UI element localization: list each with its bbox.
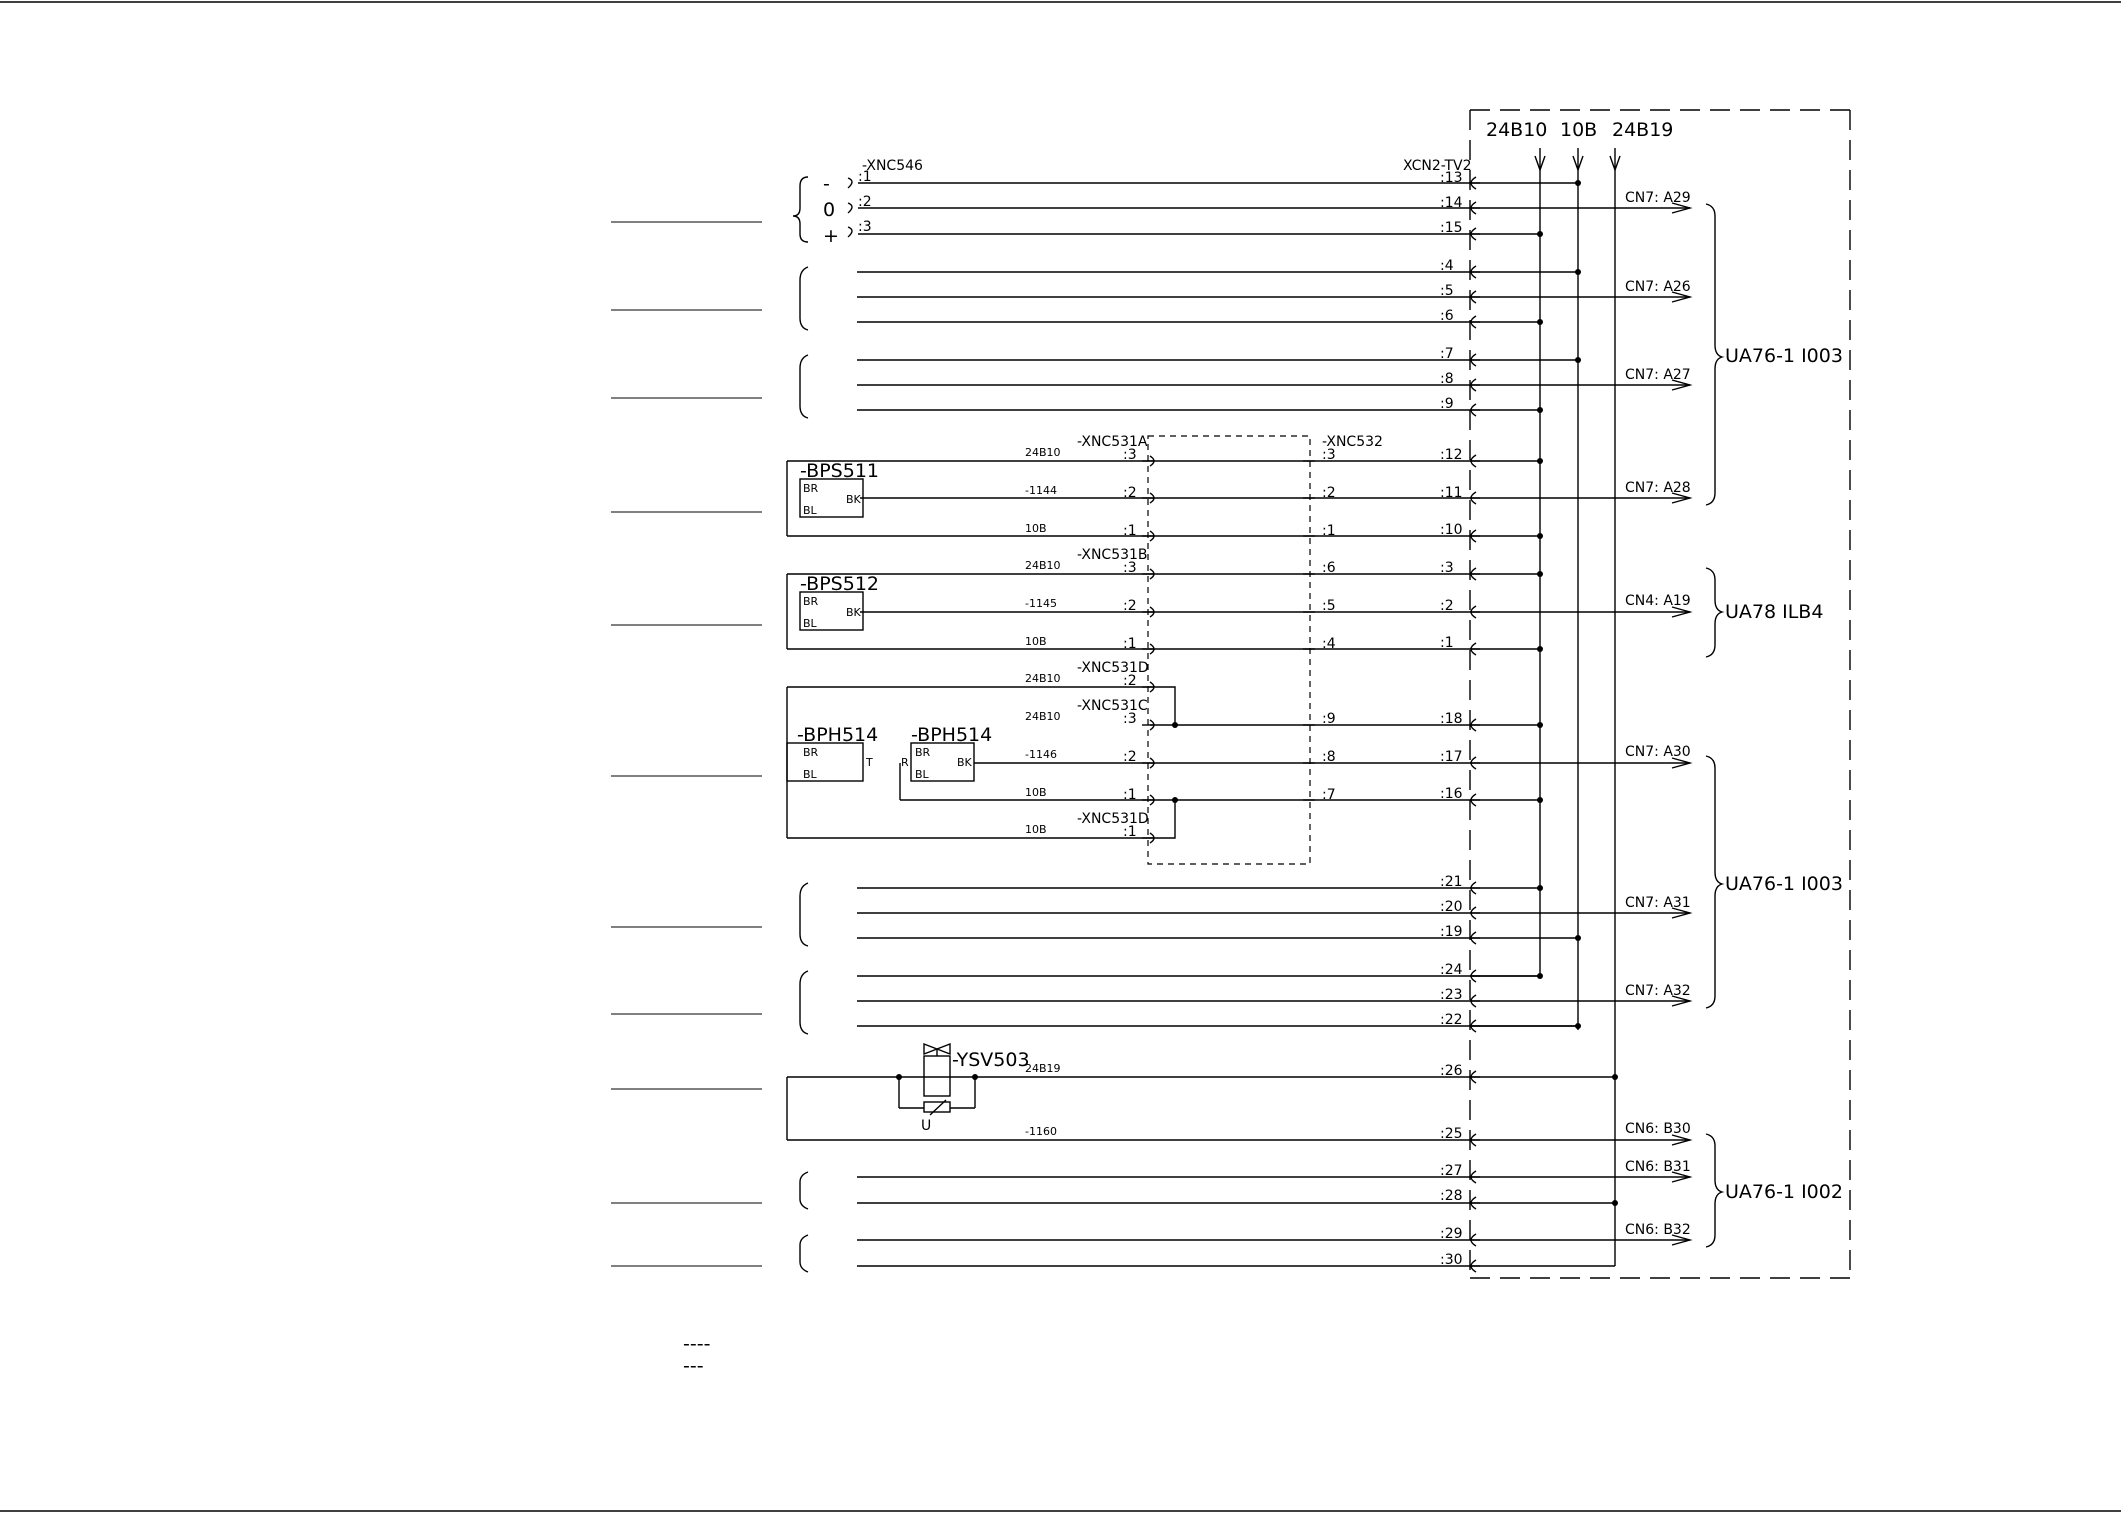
svg-text:CN7: A31: CN7: A31: [1625, 895, 1691, 911]
svg-text:-XNC532: -XNC532: [1322, 434, 1383, 450]
svg-text:10B: 10B: [1025, 823, 1047, 836]
svg-text::5: :5: [1440, 283, 1454, 299]
svg-text::1: :1: [1123, 824, 1137, 840]
module-ua76-1-i002: UA76-1 I002: [1725, 1181, 1843, 1203]
svg-text::4: :4: [1440, 258, 1454, 274]
svg-text::27: :27: [1440, 1163, 1463, 1179]
svg-text::26: :26: [1440, 1063, 1463, 1079]
svg-text:-XNC531D: -XNC531D: [1077, 660, 1149, 676]
svg-text::29: :29: [1440, 1226, 1463, 1242]
svg-text::17: :17: [1440, 749, 1463, 765]
svg-text::21: :21: [1440, 874, 1463, 890]
svg-text:-: -: [823, 173, 830, 195]
svg-text::2: :2: [1123, 749, 1137, 765]
svg-text::18: :18: [1440, 711, 1463, 727]
sensor-bph514: [787, 687, 992, 838]
svg-text:BK: BK: [846, 493, 861, 506]
svg-text::4: :4: [1322, 636, 1336, 652]
svg-text::2: :2: [1123, 485, 1137, 501]
module-ua78-ilb4: UA78 ILB4: [1725, 601, 1824, 623]
svg-text:U: U: [921, 1118, 932, 1134]
svg-text::5: :5: [1322, 598, 1336, 614]
svg-text::3: :3: [1123, 560, 1137, 576]
description-lines: [611, 222, 762, 1266]
svg-text:BL: BL: [803, 617, 817, 630]
module-ua76-1-i003-bottom: UA76-1 I003: [1725, 873, 1843, 895]
bus-label-24b10: 24B10: [1486, 119, 1548, 141]
svg-text:CN6: B31: CN6: B31: [1625, 1159, 1691, 1175]
svg-text:CN7: A30: CN7: A30: [1625, 744, 1691, 760]
svg-text::22: :22: [1440, 1012, 1463, 1028]
svg-text::6: :6: [1322, 560, 1336, 576]
svg-text::12: :12: [1440, 447, 1463, 463]
svg-text:CN4: A19: CN4: A19: [1625, 593, 1691, 609]
svg-text:CN7: A26: CN7: A26: [1625, 279, 1691, 295]
svg-text::19: :19: [1440, 924, 1463, 940]
svg-text:CN7: A27: CN7: A27: [1625, 367, 1691, 383]
svg-text:BR: BR: [803, 595, 819, 608]
svg-text:BR: BR: [803, 482, 819, 495]
svg-text:0: 0: [823, 199, 836, 221]
svg-text::2: :2: [1440, 598, 1454, 614]
svg-text::30: :30: [1440, 1252, 1463, 1268]
svg-text::2: :2: [1123, 598, 1137, 614]
svg-text::28: :28: [1440, 1188, 1463, 1204]
valve-ysv503: [899, 1044, 1030, 1134]
svg-text:24B10: 24B10: [1025, 559, 1061, 572]
svg-text::2: :2: [858, 194, 872, 210]
bus-label-24b19: 24B19: [1612, 119, 1674, 141]
svg-text:BK: BK: [957, 756, 972, 769]
svg-text::24: :24: [1440, 962, 1463, 978]
svg-text::1: :1: [858, 169, 872, 185]
junction-dot: [1172, 797, 1178, 803]
legend-line-2: ---: [683, 1355, 704, 1377]
svg-text::16: :16: [1440, 786, 1463, 802]
svg-text:BR: BR: [803, 746, 819, 759]
svg-text::7: :7: [1440, 346, 1454, 362]
svg-text:10B: 10B: [1025, 522, 1047, 535]
svg-text::1: :1: [1440, 635, 1454, 651]
svg-text::1: :1: [1123, 523, 1137, 539]
svg-text:BL: BL: [915, 768, 929, 781]
svg-text:-XNC531A: -XNC531A: [1077, 434, 1148, 450]
svg-text:-YSV503: -YSV503: [952, 1049, 1030, 1071]
junction-dot: [1172, 722, 1178, 728]
svg-text:-1160: -1160: [1025, 1125, 1057, 1138]
svg-text:-XNC531D: -XNC531D: [1077, 811, 1149, 827]
svg-text:CN6: B30: CN6: B30: [1625, 1121, 1691, 1137]
svg-text::7: :7: [1322, 787, 1336, 803]
svg-text:-XNC531B: -XNC531B: [1077, 547, 1148, 563]
svg-text:-BPH514: -BPH514: [797, 724, 879, 746]
svg-text:R: R: [901, 756, 909, 769]
bus-label-10b: 10B: [1560, 119, 1598, 141]
terminal-labels: [1440, 170, 1463, 1268]
connector-xnc546-label: -XNC546: [862, 158, 923, 174]
svg-text:-1145: -1145: [1025, 597, 1057, 610]
svg-text:CN7: A32: CN7: A32: [1625, 983, 1691, 999]
module-ua76-1-i003-top: UA76-1 I003: [1725, 345, 1843, 367]
svg-text:24B10: 24B10: [1025, 446, 1061, 459]
svg-text::8: :8: [1440, 371, 1454, 387]
svg-text::3: :3: [1123, 447, 1137, 463]
legend-line-1: ----: [683, 1333, 711, 1355]
svg-text::3: :3: [1322, 447, 1336, 463]
svg-text:-BPS511: -BPS511: [800, 460, 879, 482]
svg-text::2: :2: [1322, 485, 1336, 501]
svg-text:BL: BL: [803, 768, 817, 781]
svg-text::1: :1: [1322, 523, 1336, 539]
svg-text:-1146: -1146: [1025, 748, 1057, 761]
svg-text:BL: BL: [803, 504, 817, 517]
svg-text:-BPH514: -BPH514: [911, 724, 993, 746]
svg-text::2: :2: [1123, 673, 1137, 689]
output-labels: [1625, 190, 1691, 1238]
svg-text::25: :25: [1440, 1126, 1463, 1142]
svg-text:CN7: A29: CN7: A29: [1625, 190, 1691, 206]
connector-xcn2-tv2-label: XCN2-TV2: [1403, 158, 1472, 174]
svg-text:24B10: 24B10: [1025, 672, 1061, 685]
svg-text:BR: BR: [915, 746, 931, 759]
svg-text::14: :14: [1440, 195, 1463, 211]
svg-text:CN6: B32: CN6: B32: [1625, 1222, 1691, 1238]
svg-text:10B: 10B: [1025, 635, 1047, 648]
svg-text::8: :8: [1322, 749, 1336, 765]
svg-text::13: :13: [1440, 170, 1463, 186]
svg-text:-XNC531C: -XNC531C: [1077, 698, 1148, 714]
svg-text::23: :23: [1440, 987, 1463, 1003]
sensor-bps512: [787, 573, 879, 649]
svg-text::3: :3: [1123, 711, 1137, 727]
svg-text::15: :15: [1440, 220, 1463, 236]
svg-text:BK: BK: [846, 606, 861, 619]
svg-text:10B: 10B: [1025, 786, 1047, 799]
svg-text:T: T: [866, 756, 873, 769]
svg-text:-BPS512: -BPS512: [800, 573, 879, 595]
svg-text::9: :9: [1322, 711, 1336, 727]
svg-text::3: :3: [858, 219, 872, 235]
svg-text::11: :11: [1440, 485, 1463, 501]
svg-text:+: +: [823, 225, 839, 247]
svg-text::3: :3: [1440, 560, 1454, 576]
module-braces: [1706, 204, 1722, 1247]
svg-text::1: :1: [1123, 787, 1137, 803]
svg-text:-1144: -1144: [1025, 484, 1057, 497]
wire-labels: [1025, 446, 1061, 1138]
bus-lines: [1535, 148, 1620, 1266]
svg-text::10: :10: [1440, 522, 1463, 538]
svg-text:CN7: A28: CN7: A28: [1625, 480, 1691, 496]
svg-text::1: :1: [1123, 636, 1137, 652]
svg-text::9: :9: [1440, 396, 1454, 412]
svg-text:24B19: 24B19: [1025, 1062, 1061, 1075]
svg-text::6: :6: [1440, 308, 1454, 324]
svg-text::20: :20: [1440, 899, 1463, 915]
svg-text:24B10: 24B10: [1025, 710, 1061, 723]
